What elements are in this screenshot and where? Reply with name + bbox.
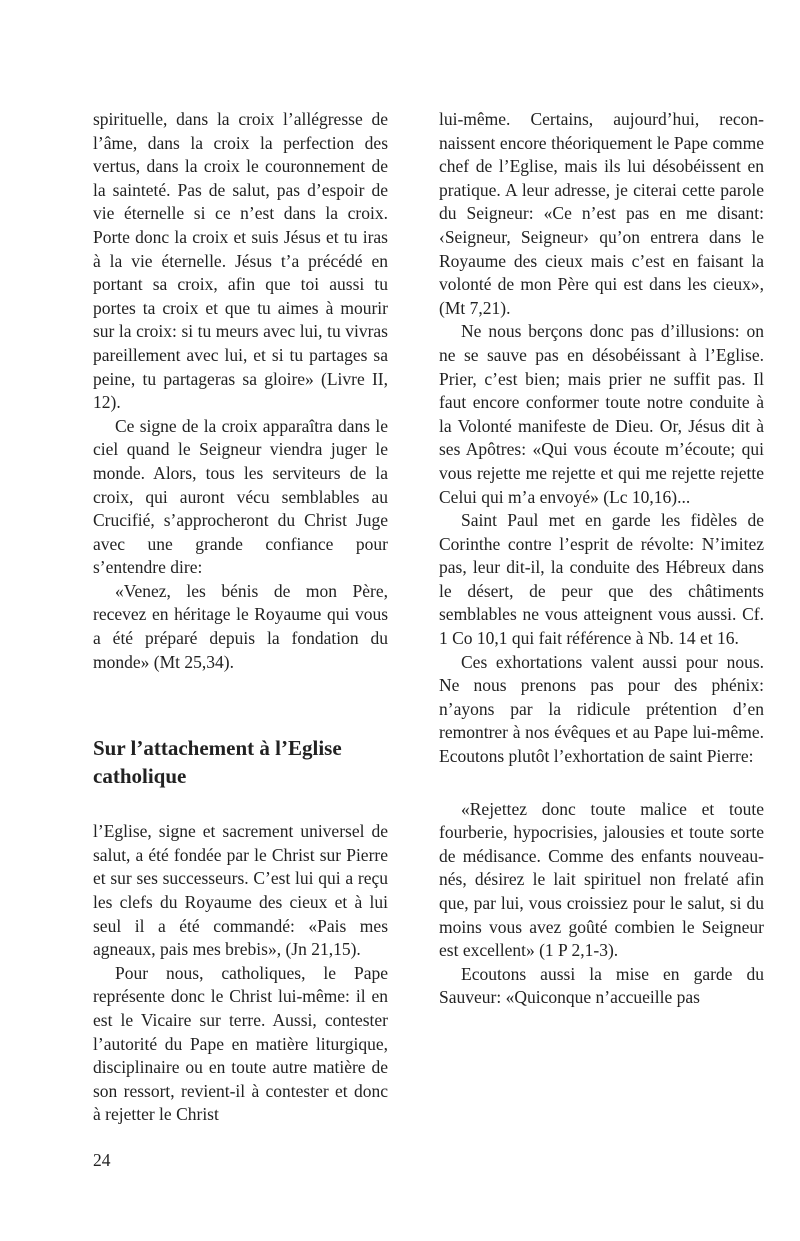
paragraph: Ne nous berçons donc pas d’illusions: on ne se sauve pas en désobéissant à l’Eglise. Prier, c’est bien; mais prier ne suffit pas. Il faut encore conformer toute notre conduite à la Volonté manifeste de Dieu. Or, Jésus dit à ses Apôtres: «Qui vous écoute m’écoute; qui vous rejette me rejette et qui me rejette rejette Celui qui m’a envoyé» (Lc 10,16)...	[439, 321, 764, 507]
paragraph: Ecoutons aussi la mise en garde du Sauveur: «Quiconque n’accueille pas	[439, 963, 764, 1008]
left-column	[93, 108, 388, 1127]
paragraph: Ce signe de la croix apparaîtra dans le ciel quand le Seigneur viendra juger le monde. Alors, tous les serviteurs de la croix, qui auront vécu semblables au Crucifié, s’approcheront du Christ Juge avec une grande confiance pour s’entendre dire:	[93, 415, 388, 578]
paragraph: Pour nous, catholiques, le Pape représente donc le Christ lui-même: il en est le Vicaire sur terre. Aussi, contester l’autorité du Pape en matière liturgique, disciplinaire ou en toute autre matière de son ressort, revient-il à contester et donc à rejetter le Christ	[93, 962, 388, 1125]
paragraph: lui-même. Certains, aujourd’hui, reconnaissent encore théoriquement le Pape comme chef de l’Eglise, mais ils lui désobéissent en pratique. A leur adresse, je citerai cette parole du Seigneur: «Ce n’est pas en me disant: ‹Seigneur, Seigneur› qu’on entrera dans le Royaume des cieux mais c’est en faisant la volonté de mon Père qui est dans les cieux», (Mt 7,21).	[439, 109, 764, 318]
section-heading: Sur l’attachement à l’Eglise catholique	[93, 736, 342, 789]
right-column	[439, 108, 764, 1010]
paragraph: Saint Paul met en garde les fidèles de Corinthe contre l’esprit de révolte: N’imitez pas, leur dit-il, la conduite des Hébreux dans le désert, de peur que des châtiments semblables ne vous atteignent vous aussi. Cf. 1 Co 10,1 qui fait référence à Nb. 14 et 16.	[439, 510, 764, 649]
page-number: 24	[93, 1150, 111, 1170]
paragraph: l’Eglise, signe et sacrement universel de salut, a été fondée par le Christ sur Pierre et sur ses successeurs. C’est lui qui a reçu les clefs du Royaume des cieux et à lui seul il a été commandé: «Pais mes agneaux, pais mes brebis», (Jn 21,15).	[93, 821, 388, 960]
quote-paragraph: «Rejettez donc toute malice et toute fourberie, hypocrisies, jalousies et toute sorte de médisance. Comme des enfants nouveau-nés, désirez le lait spirituel non frelaté afin que, par lui, vous croissiez pour le salut, si du moins vous avez goûté combien le Seigneur est excellent» (1 P 2,1-3).	[439, 798, 764, 961]
paragraph: Ces exhortations valent aussi pour nous. Ne nous prenons pas pour des phénix: n’ayons par la ridicule prétention d’en remontrer à nos évêques et au Pape lui-même. Ecoutons plutôt l’exhortation de saint Pierre:	[439, 651, 764, 767]
quote-paragraph: «Venez, les bénis de mon Père, recevez en héritage le Royaume qui vous a été préparé depuis la fondation du monde» (Mt 25,34).	[93, 580, 388, 672]
paragraph: spirituelle, dans la croix l’allégresse de l’âme, dans la croix la perfection des vertus, dans la croix le couronnement de la sainteté. Pas de salut, pas d’espoir de vie éternelle si ce n’est dans la croix. Porte donc la croix et suis Jésus et tu iras à la vie éternelle. Jésus t’a précédé en portant sa croix, afin que toi aussi tu portes ta croix et que tu aimes à mourir sur la croix: si tu meurs avec lui, tu vivras pareillement avec lui, et si tu partages sa peine, tu partageras sa gloire» (Livre II, 12).	[93, 109, 388, 413]
